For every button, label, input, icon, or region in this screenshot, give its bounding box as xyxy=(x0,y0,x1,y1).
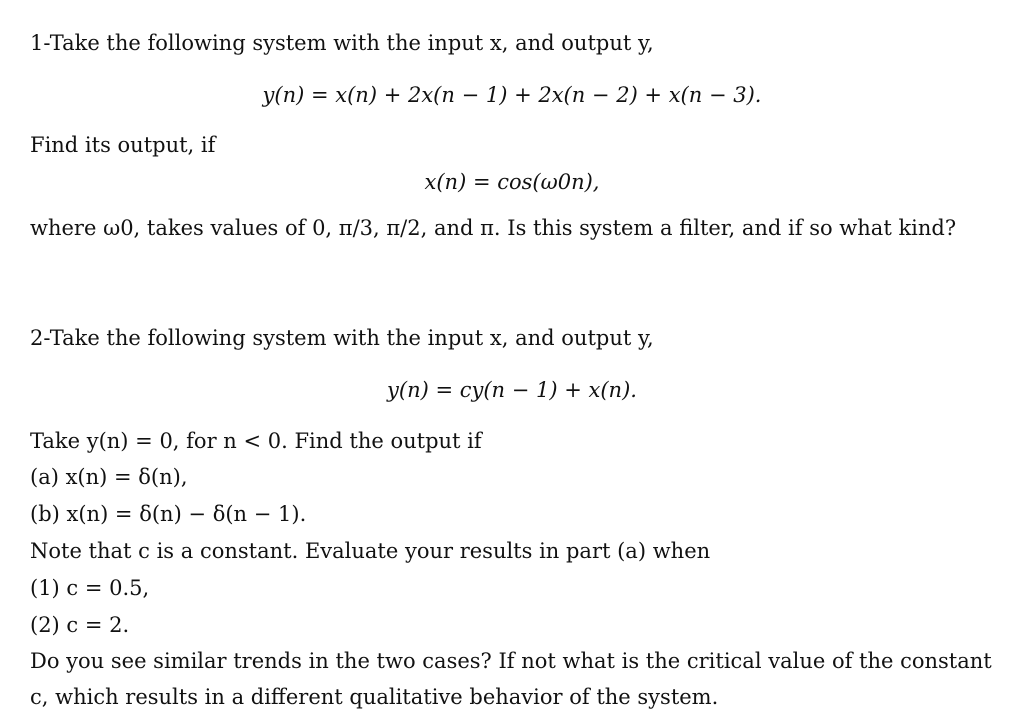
problem2-question-line1: Do you see similar trends in the two cases? If not what is the critical value of the constant xyxy=(30,649,992,673)
problem2-note: Note that c is a constant. Evaluate your results in part (a) when xyxy=(30,539,711,563)
problem2-case-2: (2) c = 2. xyxy=(30,613,130,637)
problem2-intro: 2-Take the following system with the input x, and output y, xyxy=(30,326,654,350)
problem1-intro: 1-Take the following system with the input x, and output y, xyxy=(30,31,654,55)
problem1-input-equation: x(n) = cos(ω0n), xyxy=(424,170,600,194)
problem2-part-b: (b) x(n) = δ(n) − δ(n − 1). xyxy=(30,502,307,526)
problem2-question-line2: c, which results in a different qualitative behavior of the system. xyxy=(30,685,719,709)
problem1-find-text: Find its output, if xyxy=(30,133,216,157)
problem2-equation: y(n) = cy(n − 1) + x(n). xyxy=(387,378,637,402)
problem2-condition: Take y(n) = 0, for n < 0. Find the output if xyxy=(30,429,482,453)
problem2-case-1: (1) c = 0.5, xyxy=(30,576,150,600)
problem1-question: where ω0, takes values of 0, π/3, π/2, and π. Is this system a filter, and if so what kind? xyxy=(30,216,957,240)
problem1-equation: y(n) = x(n) + 2x(n − 1) + 2x(n − 2) + x(n − 3). xyxy=(262,83,762,107)
problem2-part-a: (a) x(n) = δ(n), xyxy=(30,465,188,489)
